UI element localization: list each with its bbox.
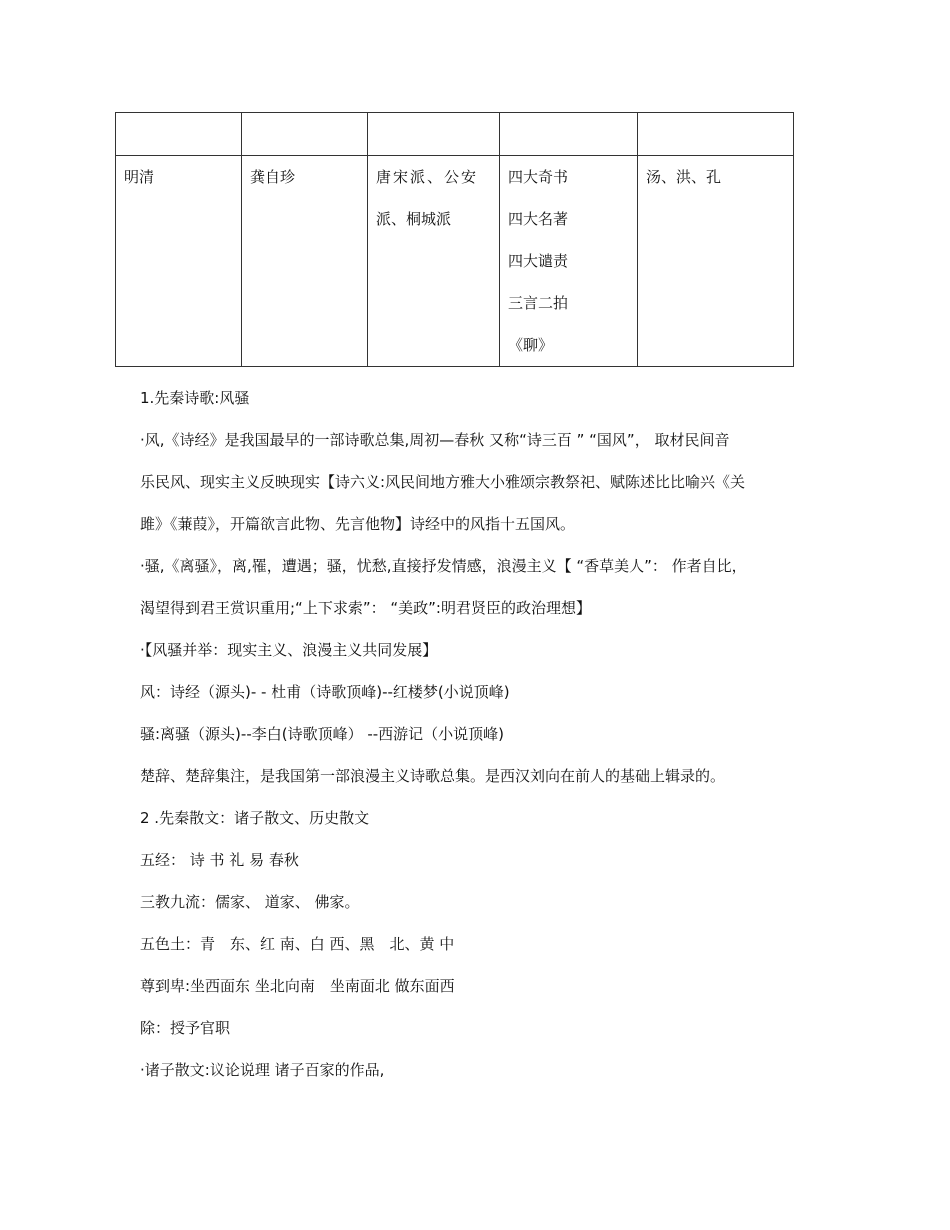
others-text: 汤、洪、孔	[646, 168, 722, 186]
paragraph-line: 渴望得到君王赏识重用;“上下求索”： “美政”:明君贤臣的政治理想】	[140, 599, 591, 617]
paragraph-line: ·诸子散文:议论说理 诸子百家的作品,	[140, 1061, 385, 1079]
table-cell	[500, 113, 638, 156]
works-item: 三言二拍	[508, 294, 569, 312]
paragraph-line: 五经： 诗 书 礼 易 春秋	[140, 851, 299, 869]
section-heading-prose: 2 .先秦散文：诸子散文、历史散文	[140, 809, 370, 827]
table-row-empty	[116, 113, 794, 156]
paragraph-line: 楚辞、楚辞集注，是我国第一部浪漫主义诗歌总集。是西汉刘向在前人的基础上辑录的。	[140, 767, 726, 785]
paragraph-line: 乐民风、现实主义反映现实【诗六义:风民间地方雅大小雅颂宗教祭祀、赋陈述比比喻兴《关	[140, 473, 746, 491]
paragraph-line: ·骚,《离骚》，离,罹，遭遇；骚，忧愁,直接抒发情感，浪漫主义【 “香草美人”： 作者自比，	[140, 557, 747, 575]
paragraph-line: 尊到卑:坐西面东 坐北向南 坐南面北 做东面西	[140, 977, 455, 995]
cell-works	[500, 156, 638, 367]
paragraph-line: 骚:离骚（源头)--李白(诗歌顶峰） --西游记（小说顶峰)	[140, 725, 505, 743]
works-item: 四大谴责	[508, 252, 569, 270]
body-text	[140, 377, 820, 1091]
section-heading-poetry: 1.先秦诗歌:风骚	[140, 389, 250, 407]
cell-author	[242, 156, 368, 367]
schools-line-1: 唐宋派、公安	[376, 168, 479, 186]
literature-table	[115, 112, 794, 367]
paragraph-line: ·【风骚并举：现实主义、浪漫主义共同发展】	[140, 641, 438, 659]
table-cell	[242, 113, 368, 156]
paragraph-line: 五色土：青 东、红 南、白 西、黑 北、黄 中	[140, 935, 455, 953]
works-item: 四大奇书	[508, 168, 569, 186]
paragraph-line: 风：诗经（源头)- - 杜甫（诗歌顶峰)--红楼梦(小说顶峰)	[140, 683, 510, 701]
table-cell	[368, 113, 500, 156]
author-text: 龚自珍	[250, 168, 296, 186]
paragraph-line: 除：授予官职	[140, 1019, 231, 1037]
cell-others	[638, 156, 794, 367]
works-item: 四大名著	[508, 210, 569, 228]
paragraph-line: ·风,《诗经》是我国最早的一部诗歌总集,周初—春秋 又称“诗三百 ” “国风”， 取材民间音	[140, 431, 730, 449]
cell-schools	[368, 156, 500, 367]
works-item: 《聊》	[508, 336, 554, 354]
paragraph-line: 三教九流：儒家、 道家、 佛家。	[140, 893, 360, 911]
paragraph-line: 雎》《蒹葭》，开篇欲言此物、先言他物】诗经中的风指十五国风。	[140, 515, 576, 533]
table-cell	[116, 113, 242, 156]
dynasty-text: 明清	[124, 168, 155, 186]
table-cell	[638, 113, 794, 156]
cell-dynasty	[116, 156, 242, 367]
table-row-ming-qing	[116, 156, 794, 367]
schools-line-2: 派、桐城派	[376, 210, 452, 228]
